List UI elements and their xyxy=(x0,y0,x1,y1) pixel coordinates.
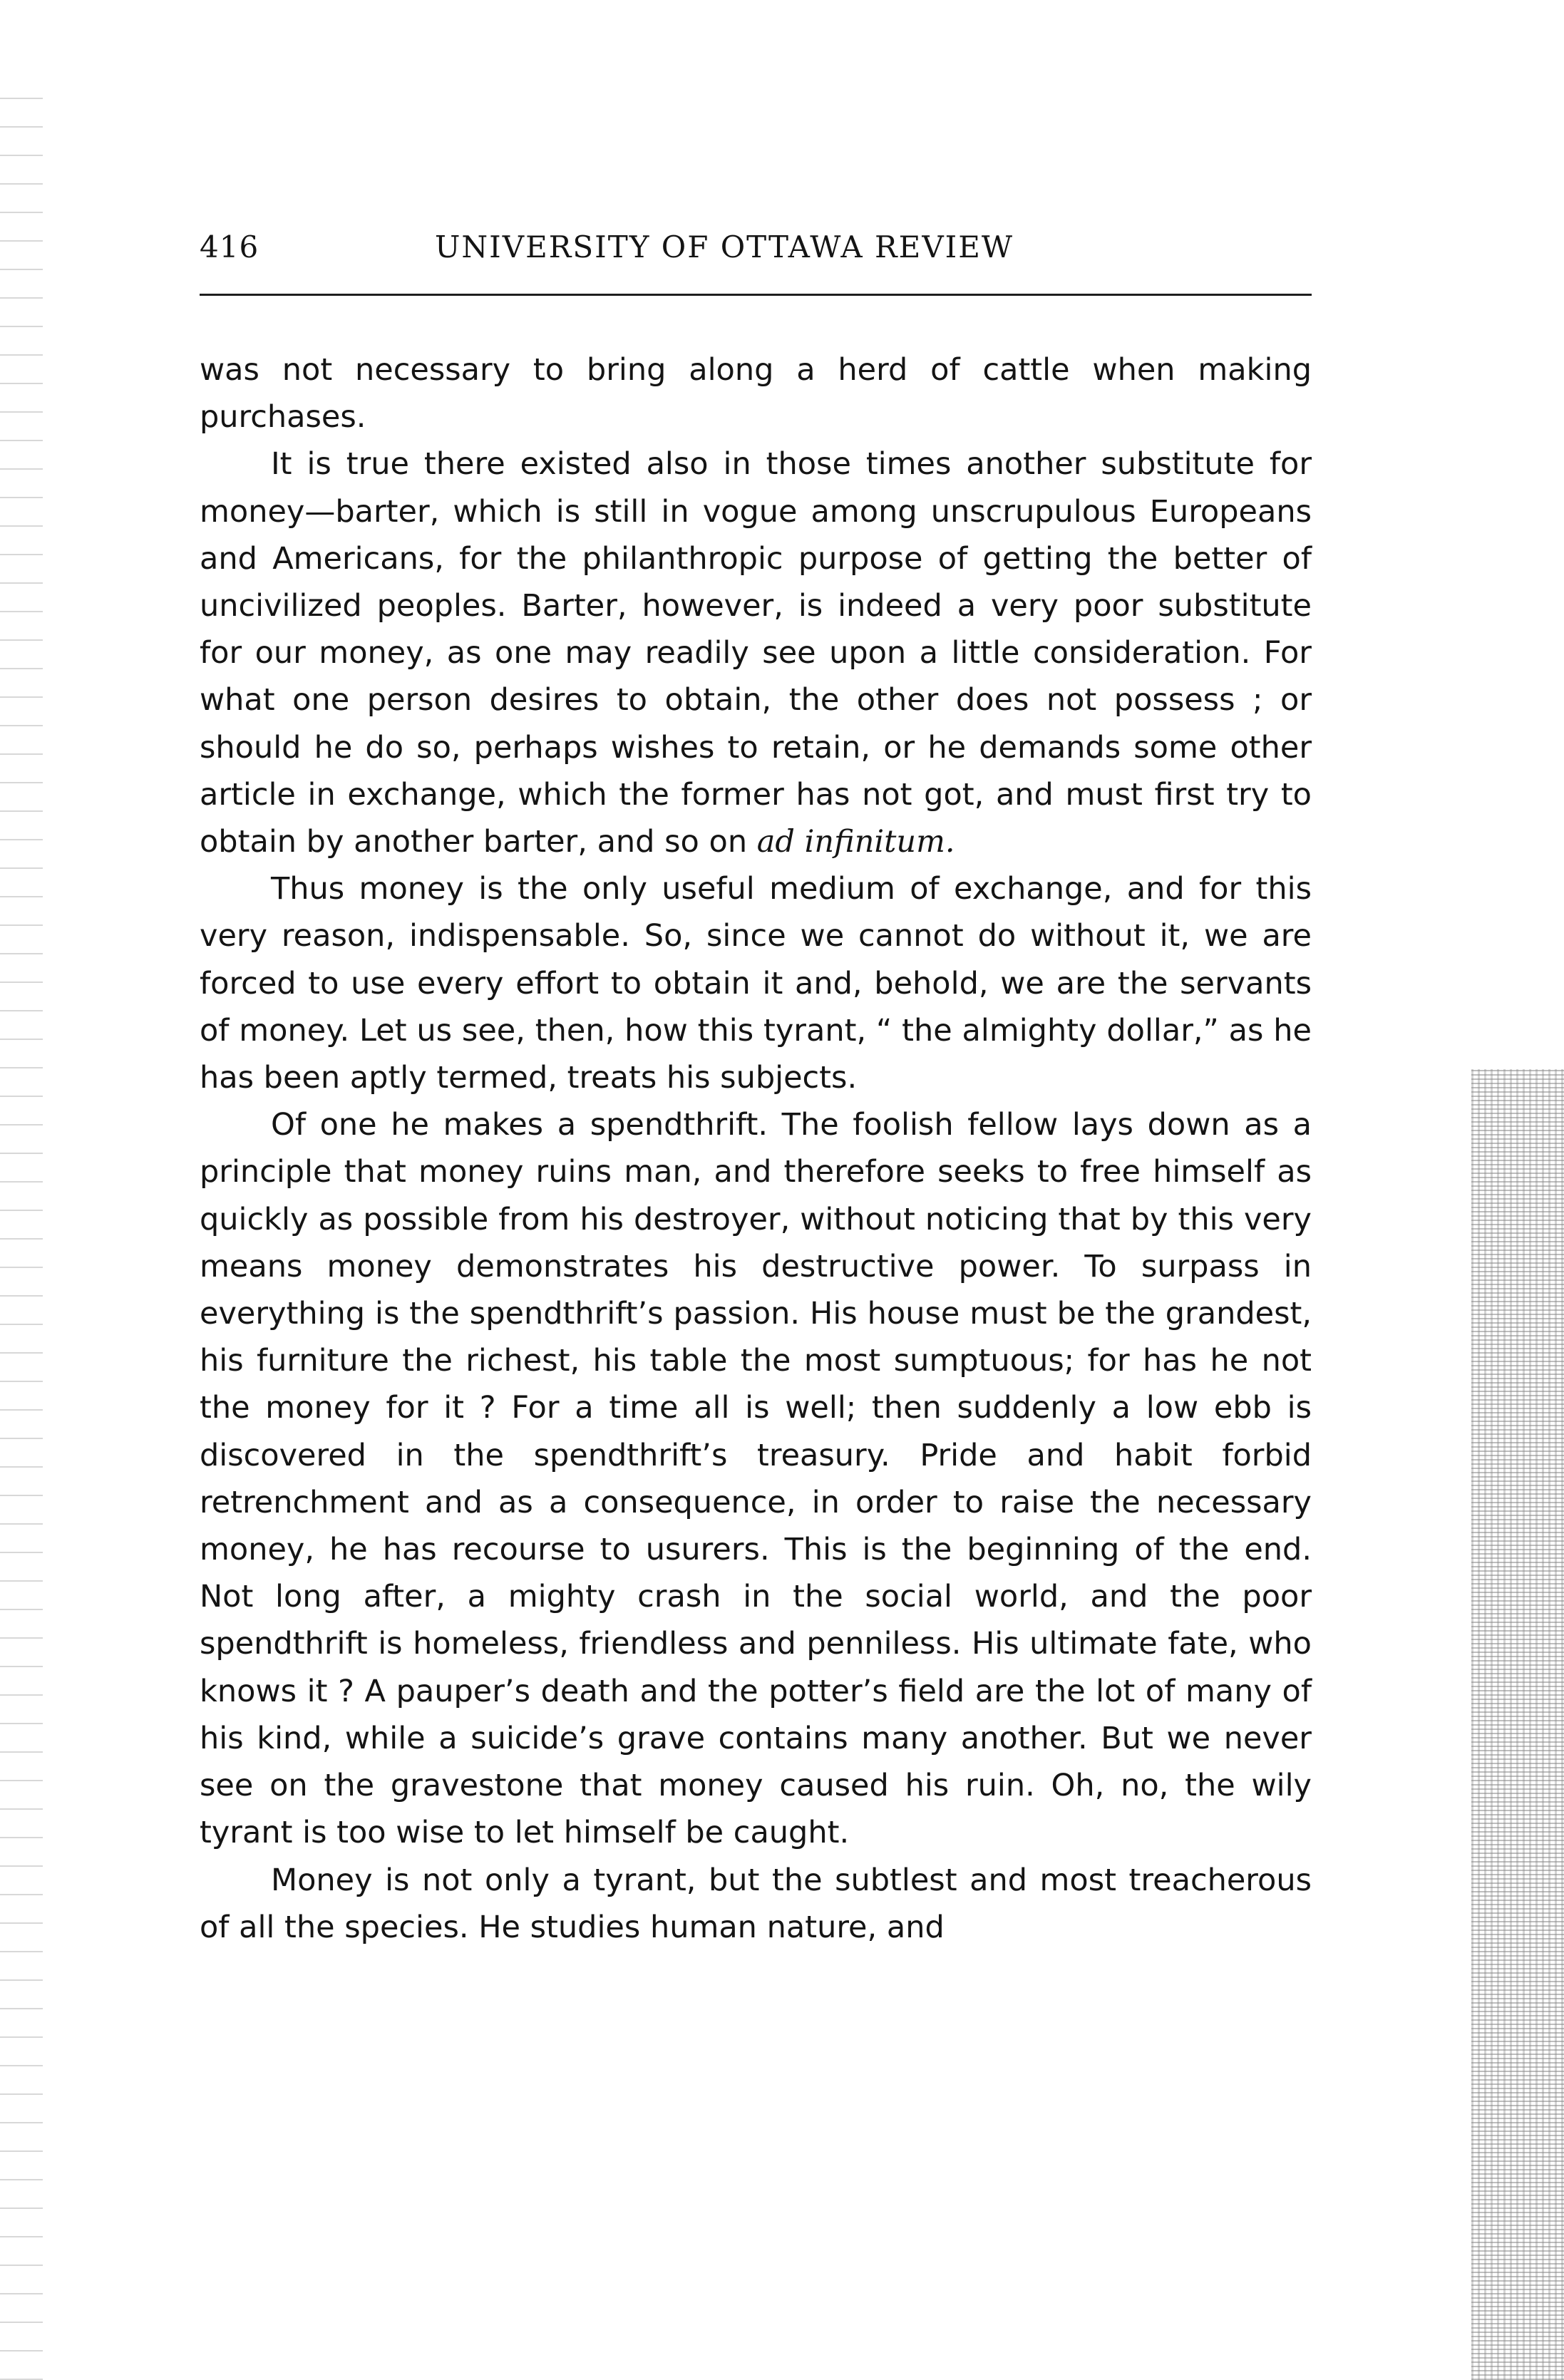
paragraph-barter xyxy=(200,441,1312,865)
page-number: 416 xyxy=(200,230,259,264)
paragraph-barter-text: It is true there existed also in those times another substitute for money—barter, which is still in vogue among unscrupulous Europeans and Americans, for the philanthropic purpose of getting the better of uncivilized peoples. Barter, however, is indeed a very poor substitute for our money, as one may readily see upon a little consideration. For what one person desires to obtain, the other does not possess ; or should he do so, perhaps wishes to retain, or he demands some other article in exchange, which the former has not got, and must first try to obtain by another barter, and so on xyxy=(200,446,1312,860)
latin-phrase: ad infinitum. xyxy=(756,824,955,860)
scan-edge-noise-right xyxy=(1471,1069,1564,2380)
article-body xyxy=(200,346,1312,1951)
page-header xyxy=(200,230,1312,272)
paragraph-medium-of-exchange: Thus money is the only useful medium of exchange, and for this very reason, indispensable. So, since we cannot do without it, we are forced to use every effort to obtain it and, behold, we are the servants of money. Let us see, then, how this tyrant, “ the almighty dollar,” as he has been aptly termed, treats his subjects. xyxy=(200,871,1312,1096)
paragraph-continuation: was not necessary to bring along a herd of cattle when making purchases. xyxy=(200,352,1312,436)
paragraph-tyrant: Money is not only a tyrant, but the subtlest and most treacherous of all the species. He studies human nature, and xyxy=(200,1862,1312,1945)
scan-edge-noise-left xyxy=(0,86,43,2380)
header-rule xyxy=(200,294,1312,296)
running-title: UNIVERSITY OF OTTAWA REVIEW xyxy=(435,230,1014,264)
paragraph-spendthrift: Of one he makes a spendthrift. The foolish fellow lays down as a principle that money ruins man, and therefore seeks to free himself as quickly as possible from his destroyer, without noticing that by this very means money demonstrates his destructive power. To surpass in everything is the spendthrift’s passion. His house must be the grandest, his furniture the richest, his table the most sumptuous; for has he not the money for it ? For a time all is well; then suddenly a low ebb is discovered in the spendthrift’s treasury. Pride and habit forbid retrenchment and as a consequence, in order to raise the necessary money, he has recourse to usurers. This is the beginning of the end. Not long after, a mighty crash in the social world, and the poor spendthrift is homeless, friendless and penniless. His ultimate fate, who knows it ? A pauper’s death and the potter’s field are the lot of many of his kind, while a suicide’s grave contains many another. But we never see on the gravestone that money caused his ruin. Oh, no, the wily tyrant is too wise to let himself be caught. xyxy=(200,1107,1312,1851)
